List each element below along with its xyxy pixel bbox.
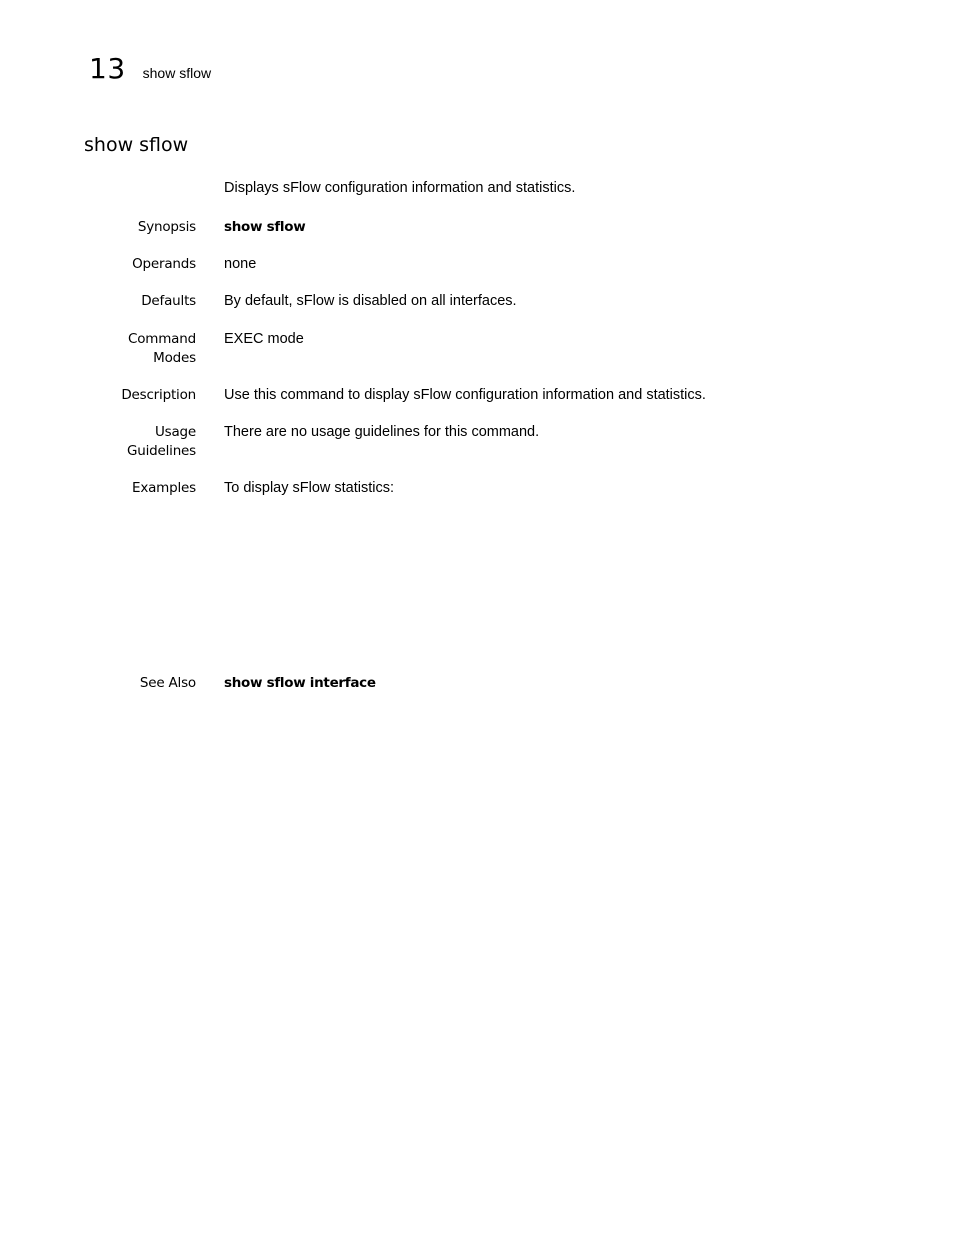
running-title: show sflow [142,65,212,81]
see-also-link[interactable]: show sflow interface [224,675,376,691]
synopsis-value: show sflow [224,219,306,235]
defaults-label: Defaults [141,293,196,309]
command-modes-label-line2: Modes [153,350,196,366]
command-modes-label [86,330,196,368]
usage-guidelines-label [86,423,196,461]
description-label: Description [121,387,196,403]
operands-label: Operands [132,256,196,272]
see-also-label: See Also [139,675,196,691]
chapter-number: 13 [89,52,126,85]
examples-value: To display sFlow statistics: [224,480,395,496]
defaults-value: By default, sFlow is disabled on all interfaces. [224,293,517,309]
usage-guidelines-label-line2: Guidelines [126,443,196,459]
description-value: Use this command to display sFlow configuration information and statistics. [224,387,706,403]
operands-value: none [224,256,257,272]
usage-guidelines-value: There are no usage guidelines for this command. [224,424,540,440]
page-header [89,52,211,85]
usage-guidelines-label-line1: Usage [154,424,196,440]
intro-text: Displays sFlow configuration information and statistics. [224,180,576,196]
synopsis-label: Synopsis [137,219,196,235]
command-modes-value: EXEC mode [224,331,304,347]
command-modes-label-line1: Command [128,331,196,347]
section-title: show sflow [84,134,189,156]
examples-label: Examples [131,480,196,496]
